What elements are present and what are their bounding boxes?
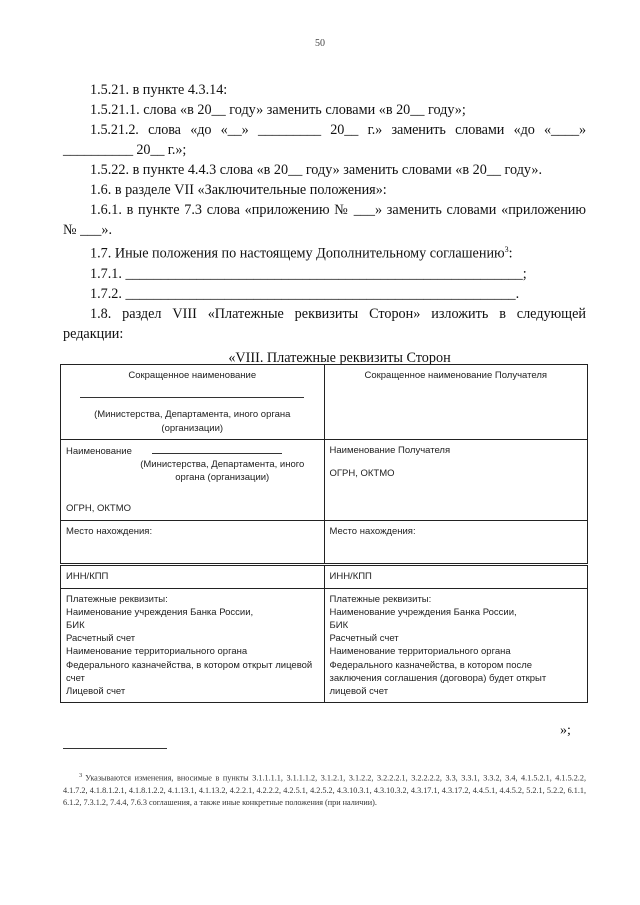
paragraph-1-7 xyxy=(63,240,586,264)
location-cell xyxy=(61,520,325,564)
recipient-payment-details-line: БИК xyxy=(329,620,349,632)
paragraph-1-8: 1.8. раздел VIII «Платежные реквизиты Сторон» изложить в следующей редакции: xyxy=(63,305,586,342)
footnote xyxy=(63,770,586,809)
payment-details-line: Федерального казначейства, в котором открыт лицевой счет xyxy=(66,659,313,684)
footnote-ref: 3 xyxy=(504,245,509,254)
short-name-underline xyxy=(80,386,304,398)
recipient-inn-kpp-cell xyxy=(324,564,588,588)
recipient-payment-details-line: Наименование территориального органа xyxy=(329,646,511,658)
recipient-payment-details-line: Федерального казначейства, в котором после заключения соглашения (договора) будет открыт лицевой счет xyxy=(329,659,547,698)
recipient-payment-details-line: Платежные реквизиты: xyxy=(329,593,432,605)
name-underline xyxy=(152,444,282,454)
footnote-ref-suffix: : xyxy=(508,245,513,262)
page-number: 50 xyxy=(315,38,325,49)
document-body xyxy=(63,80,586,372)
inn-kpp-cell xyxy=(61,564,325,588)
payment-details-line: Лицевой счет xyxy=(66,686,126,698)
footnote-text: Указываются изменения, вносимые в пункты 3.1.1.1.1, 3.1.1.1.2, 3.1.2.1, 3.1.2.2, 3.2.2.2.1, 3.2.2.2.2, 3.3, 3.3.1, 3.3.2, 3.4, 4.1.5.2.1, 4.1.5.2.2, 4.1.7.2, 4.1.8.1.2.1, 4.1.8.1.2.2, 4.1.13.1, 4.1.13.2, 4.2.2.1, 4.2.2.2, 4.2.5.1, 4.2.5.2, 4.3.10.3.1, 4.3.10.3.2, 4.3.17.1, 4.3.17.2, 4.4.5.1, 4.4.5.2, 5.2.1, 5.2.2, 6.1.1, 6.1.2, 7.3.1.2, 7.4.4, 7.6.3 соглашения, а также иные конкретные положения (при наличии). xyxy=(63,773,586,807)
paragraph-1-7-1: 1.7.1. ________________________________________________________; xyxy=(90,265,527,282)
closing-quote: »; xyxy=(560,723,571,738)
recipient-payment-details-line: Расчетный счет xyxy=(329,633,399,645)
name-label: Наименование xyxy=(66,445,132,457)
paragraph-1-6-1: 1.6.1. в пункте 7.3 слова «приложению № ___» заменить словами «приложению № ___». xyxy=(63,202,586,238)
footnote-mark: 3 xyxy=(79,772,83,779)
paragraph-1-7-text: 1.7. Иные положения по настоящему Дополнительному соглашению xyxy=(90,245,505,262)
name-line xyxy=(66,444,319,458)
recipient-short-name-cell xyxy=(324,365,588,440)
inn-kpp-label: ИНН/КПП xyxy=(66,570,109,582)
table-row xyxy=(61,588,588,703)
recipient-short-name-label: Сокращенное наименование Получателя xyxy=(364,370,548,381)
recipient-ogrn-oktmo-label: ОГРН, ОКТМО xyxy=(329,468,395,480)
payment-details-line: БИК xyxy=(66,620,85,632)
short-name-hint: (Министерства, Департамента, иного органа (организации) xyxy=(94,409,291,434)
payment-details-line: Платежные реквизиты: xyxy=(66,593,168,605)
paragraph-1-5-21: 1.5.21. в пункте 4.3.14: xyxy=(90,82,228,98)
payment-details-cell xyxy=(61,588,325,703)
paragraph-1-5-21-1: 1.5.21.1. слова «в 20__ году» заменить словами «в 20__ году»; xyxy=(90,102,466,118)
recipient-location-label: Место нахождения: xyxy=(329,525,416,537)
table-title: «VIII. Платежные реквизиты Сторон xyxy=(228,349,451,366)
recipient-payment-details-cell xyxy=(324,588,588,703)
paragraph-1-5-22: 1.5.22. в пункте 4.4.3 слова «в 20__ году» заменить словами «в 20__ году». xyxy=(90,162,542,178)
name-cell xyxy=(61,439,325,520)
payment-details-line: Наименование территориального органа xyxy=(66,646,248,658)
table-row xyxy=(61,520,588,564)
short-name-label: Сокращенное наименование xyxy=(128,370,257,381)
paragraph-1-6: 1.6. в разделе VII «Заключительные положения»: xyxy=(90,182,387,198)
recipient-inn-kpp-label: ИНН/КПП xyxy=(329,570,372,582)
short-name-cell xyxy=(61,365,325,440)
recipient-payment-details-line: Наименование учреждения Банка России, xyxy=(329,606,517,618)
ogrn-oktmo-label: ОГРН, ОКТМО xyxy=(66,503,132,515)
name-hint: (Министерства, Департамента, иного органа (организации) xyxy=(140,459,305,484)
table-row xyxy=(61,564,588,588)
recipient-name-cell xyxy=(324,439,588,520)
payment-details-table xyxy=(60,364,588,703)
location-label: Место нахождения: xyxy=(66,525,153,537)
table-row xyxy=(61,439,588,520)
paragraph-1-7-2: 1.7.2. _______________________________________________________. xyxy=(90,285,520,302)
recipient-location-cell xyxy=(324,520,588,564)
footnote-separator xyxy=(63,748,167,749)
recipient-name-label: Наименование Получателя xyxy=(329,444,451,456)
paragraph-1-5-21-2: 1.5.21.2. слова «до «__» _________ 20__ г.» заменить словами «до «____» __________ 20__ г.»; xyxy=(63,122,586,158)
table-row xyxy=(61,365,588,440)
payment-details-line: Расчетный счет xyxy=(66,633,136,645)
payment-details-line: Наименование учреждения Банка России, xyxy=(66,606,254,618)
